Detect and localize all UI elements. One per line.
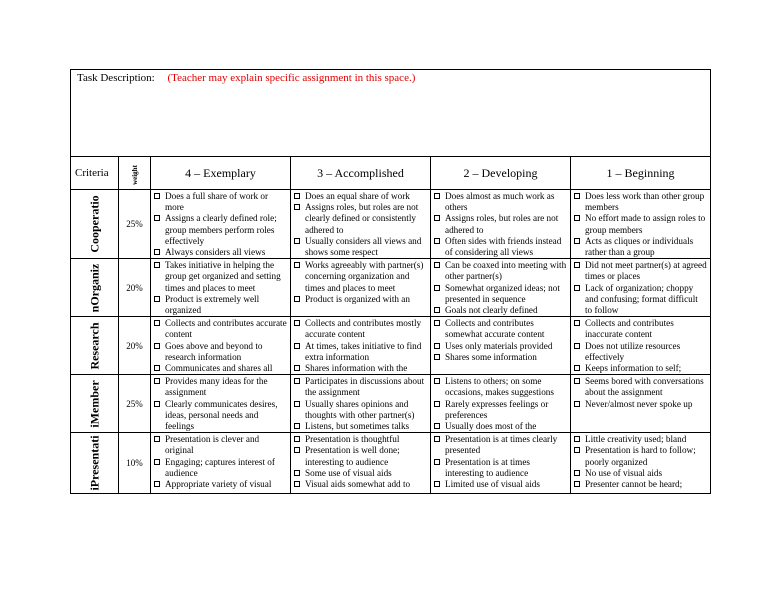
descriptor-item — [294, 468, 427, 479]
checkbox-icon[interactable] — [574, 285, 580, 291]
checkbox-icon[interactable] — [574, 481, 580, 487]
criterion-name: Cooperatio — [87, 195, 101, 253]
checkbox-icon[interactable] — [434, 262, 440, 268]
descriptor-list — [571, 317, 710, 375]
checkbox-icon[interactable] — [294, 401, 300, 407]
checkbox-icon[interactable] — [434, 238, 440, 244]
descriptor-item — [154, 191, 287, 213]
criterion-name: iMember — [87, 380, 101, 428]
descriptor-item — [574, 341, 707, 363]
descriptor-text: Collects and contributes inaccurate content — [585, 318, 674, 340]
descriptor-cell — [431, 259, 571, 317]
descriptor-item — [574, 260, 707, 282]
descriptor-text: Often sides with friends instead of considering all views — [445, 235, 562, 258]
descriptor-text: No use of visual aids — [585, 467, 663, 478]
descriptor-item — [294, 236, 427, 258]
descriptor-item — [574, 445, 707, 467]
descriptor-list — [151, 375, 290, 433]
criterion-weight: 25% — [119, 375, 151, 433]
checkbox-icon[interactable] — [154, 215, 160, 221]
descriptor-item — [434, 421, 567, 432]
checkbox-icon[interactable] — [294, 262, 300, 268]
descriptor-item — [434, 236, 567, 258]
checkbox-icon[interactable] — [294, 378, 300, 384]
descriptor-item — [154, 341, 287, 363]
descriptor-list — [431, 433, 570, 494]
descriptor-item — [154, 399, 287, 433]
checkbox-icon[interactable] — [154, 343, 160, 349]
descriptor-text: Product is extremely well organized — [165, 293, 260, 316]
descriptor-cell — [571, 433, 711, 494]
checkbox-icon[interactable] — [574, 215, 580, 221]
descriptor-text: Provides many ideas for the assignment — [165, 376, 268, 398]
descriptor-text: Keeps information to self; — [585, 363, 682, 374]
criterion-name: Research — [87, 322, 101, 370]
descriptor-text: Product is organized with an — [305, 293, 410, 304]
descriptor-text: Listens, but sometimes talks — [305, 421, 410, 432]
checkbox-icon[interactable] — [294, 296, 300, 302]
checkbox-icon[interactable] — [154, 249, 160, 255]
descriptor-text: Goes above and beyond to research information — [165, 340, 263, 362]
weight-header-label: weight — [130, 165, 139, 185]
descriptor-item — [434, 191, 567, 213]
criterion-row — [71, 259, 711, 317]
descriptor-text: Assigns roles, but roles are not clearly defined or consistently adhered to — [305, 202, 419, 235]
descriptor-cell — [151, 259, 291, 317]
descriptor-text: Appropriate variety of visual — [165, 479, 272, 490]
descriptor-cell — [291, 259, 431, 317]
criterion-row — [71, 375, 711, 433]
descriptor-cell — [571, 190, 711, 259]
checkbox-icon[interactable] — [434, 193, 440, 199]
descriptor-item — [294, 202, 427, 236]
descriptor-item — [434, 376, 567, 398]
level-header-1: 1 – Beginning — [571, 157, 711, 190]
descriptor-list — [291, 259, 430, 317]
descriptor-list — [151, 433, 290, 494]
checkbox-icon[interactable] — [154, 481, 160, 487]
descriptor-text: Does not utilize resources effectively — [585, 340, 681, 362]
task-description-note: (Teacher may explain specific assignment in this space.) — [167, 72, 416, 84]
checkbox-icon[interactable] — [574, 447, 580, 453]
checkbox-icon[interactable] — [574, 401, 580, 407]
descriptor-item — [294, 445, 427, 467]
descriptor-text: Engaging; captures interest of audience — [165, 456, 275, 478]
checkbox-icon[interactable] — [154, 365, 160, 371]
descriptor-item — [574, 376, 707, 398]
checkbox-icon[interactable] — [154, 401, 160, 407]
descriptor-list — [291, 433, 430, 494]
descriptor-item — [574, 434, 707, 445]
descriptor-item — [574, 236, 707, 258]
descriptor-cell — [291, 190, 431, 259]
descriptor-list — [431, 317, 570, 375]
descriptor-item — [434, 283, 567, 305]
descriptor-item — [154, 213, 287, 247]
descriptor-item — [434, 318, 567, 340]
checkbox-icon[interactable] — [154, 378, 160, 384]
criterion-weight: 10% — [119, 433, 151, 494]
checkbox-icon[interactable] — [434, 320, 440, 326]
descriptor-item — [154, 294, 287, 316]
task-description-cell — [71, 70, 711, 157]
level-header-4: 4 – Exemplary — [151, 157, 291, 190]
descriptor-item — [574, 283, 707, 317]
weight-header — [119, 157, 151, 190]
descriptor-text: Presenter cannot be heard; — [585, 479, 683, 490]
checkbox-icon[interactable] — [154, 262, 160, 268]
descriptor-item — [294, 479, 427, 490]
descriptor-text: Listens to others; on some occasions, makes suggestions — [445, 376, 554, 398]
descriptor-cell — [151, 190, 291, 259]
checkbox-icon[interactable] — [294, 365, 300, 371]
descriptor-item — [574, 191, 707, 213]
checkbox-icon[interactable] — [294, 343, 300, 349]
descriptor-text: Seems bored with conversations about the assignment — [585, 376, 704, 398]
descriptor-text: Assigns roles, but roles are not adhered to — [445, 213, 559, 235]
descriptor-item — [574, 213, 707, 235]
descriptor-cell — [431, 190, 571, 259]
descriptor-text: Does a full share of work or more — [165, 191, 269, 213]
descriptor-item — [294, 341, 427, 363]
descriptor-text: Never/almost never spoke up — [585, 398, 693, 409]
descriptor-text: Usually shares opinions and thoughts with other partner(s) — [305, 398, 415, 420]
checkbox-icon[interactable] — [434, 343, 440, 349]
checkbox-icon[interactable] — [154, 193, 160, 199]
descriptor-item — [434, 213, 567, 235]
descriptor-item — [154, 247, 287, 258]
level-header-3: 3 – Accomplished — [291, 157, 431, 190]
checkbox-icon[interactable] — [574, 343, 580, 349]
descriptor-item — [154, 260, 287, 294]
descriptor-item — [434, 399, 567, 421]
descriptor-list — [431, 259, 570, 317]
checkbox-icon[interactable] — [294, 204, 300, 210]
descriptor-cell — [571, 259, 711, 317]
descriptor-text: Lack of organization; choppy and confusing; format difficult to follow — [585, 282, 698, 316]
task-description-label: Task Description: — [77, 72, 155, 84]
descriptor-item — [434, 457, 567, 479]
descriptor-item — [154, 434, 287, 456]
descriptor-item — [434, 434, 567, 456]
descriptor-text: No effort made to assign roles to group members — [585, 213, 706, 235]
descriptor-cell — [291, 433, 431, 494]
descriptor-cell — [291, 375, 431, 433]
descriptor-text: Does almost as much work as others — [445, 191, 555, 213]
descriptor-item — [154, 479, 287, 490]
descriptor-text: Limited use of visual aids — [445, 479, 540, 490]
descriptor-cell — [431, 375, 571, 433]
checkbox-icon[interactable] — [434, 423, 440, 429]
descriptor-text: Shares some information — [445, 351, 537, 362]
descriptor-list — [151, 259, 290, 317]
descriptor-text: Presentation is hard to follow; poorly organized — [585, 445, 696, 467]
descriptor-text: Presentation is thoughtful — [305, 434, 400, 445]
checkbox-icon[interactable] — [574, 193, 580, 199]
checkbox-icon[interactable] — [434, 354, 440, 360]
descriptor-text: Communicates and shares all — [165, 363, 273, 374]
descriptor-item — [574, 318, 707, 340]
descriptor-cell — [151, 433, 291, 494]
descriptor-item — [574, 479, 707, 490]
checkbox-icon[interactable] — [434, 378, 440, 384]
level-header-2: 2 – Developing — [431, 157, 571, 190]
descriptor-list — [291, 190, 430, 259]
checkbox-icon[interactable] — [434, 307, 440, 313]
descriptor-text: Acts as cliques or individuals rather than a group — [585, 235, 694, 258]
descriptor-text: Assigns a clearly defined role; group members perform roles effectively — [165, 213, 277, 246]
criterion-row — [71, 317, 711, 375]
descriptor-text: Collects and contributes somewhat accurate content — [445, 318, 545, 340]
checkbox-icon[interactable] — [294, 470, 300, 476]
descriptor-text: Somewhat organized ideas; not presented in sequence — [445, 282, 560, 304]
descriptor-item — [294, 191, 427, 202]
checkbox-icon[interactable] — [434, 401, 440, 407]
checkbox-icon[interactable] — [294, 423, 300, 429]
checkbox-icon[interactable] — [294, 193, 300, 199]
descriptor-item — [154, 318, 287, 340]
descriptor-item — [294, 399, 427, 421]
checkbox-icon[interactable] — [294, 436, 300, 442]
descriptor-text: Collects and contributes accurate content — [165, 318, 287, 340]
criterion-row — [71, 433, 711, 494]
checkbox-icon[interactable] — [574, 320, 580, 326]
descriptor-text: Clearly communicates desires, ideas, personal needs and feelings — [165, 398, 278, 432]
descriptor-item — [154, 363, 287, 374]
checkbox-icon[interactable] — [434, 481, 440, 487]
descriptor-list — [571, 190, 710, 259]
criterion-row — [71, 190, 711, 259]
criterion-weight: 20% — [119, 317, 151, 375]
descriptor-text: Does an equal share of work — [305, 191, 410, 201]
checkbox-icon[interactable] — [154, 296, 160, 302]
descriptor-item — [574, 399, 707, 410]
descriptor-list — [151, 190, 290, 259]
checkbox-icon[interactable] — [574, 378, 580, 384]
checkbox-icon[interactable] — [574, 238, 580, 244]
descriptor-item — [294, 318, 427, 340]
descriptor-cell — [431, 317, 571, 375]
descriptor-cell — [151, 375, 291, 433]
descriptor-item — [294, 363, 427, 374]
descriptor-list — [431, 375, 570, 433]
checkbox-icon[interactable] — [154, 436, 160, 442]
criterion-name-cell — [71, 317, 119, 375]
descriptor-cell — [571, 375, 711, 433]
criterion-weight: 25% — [119, 190, 151, 259]
descriptor-text: Shares information with the — [305, 363, 408, 374]
checkbox-icon[interactable] — [434, 459, 440, 465]
checkbox-icon[interactable] — [294, 238, 300, 244]
rubric-table — [70, 69, 711, 494]
descriptor-text: Participates in discussions about the assignment — [305, 376, 425, 398]
checkbox-icon[interactable] — [434, 285, 440, 291]
descriptor-list — [571, 259, 710, 317]
criterion-name-cell — [71, 433, 119, 494]
checkbox-icon[interactable] — [154, 459, 160, 465]
descriptor-text: Collects and contributes mostly accurate content — [305, 318, 422, 340]
descriptor-text: Presentation is clever and original — [165, 434, 260, 456]
descriptor-item — [294, 294, 427, 305]
descriptor-text: At times, takes initiative to find extra information — [305, 340, 422, 362]
criterion-name: nOrganiz — [87, 263, 101, 313]
checkbox-icon[interactable] — [574, 436, 580, 442]
descriptor-text: Little creativity used; bland — [585, 434, 687, 445]
descriptor-text: Some use of visual aids — [305, 467, 392, 478]
header-row — [71, 157, 711, 190]
descriptor-item — [154, 457, 287, 479]
descriptor-cell — [291, 317, 431, 375]
criterion-name: iPresentati — [87, 435, 101, 491]
checkbox-icon[interactable] — [294, 447, 300, 453]
checkbox-icon[interactable] — [434, 436, 440, 442]
checkbox-icon[interactable] — [434, 215, 440, 221]
descriptor-list — [291, 375, 430, 433]
descriptor-text: Presentation is at times clearly presented — [445, 434, 558, 456]
descriptor-item — [574, 468, 707, 479]
descriptor-list — [291, 317, 430, 375]
descriptor-text: Works agreeably with partner(s) concerning organization and times and places to meet — [305, 260, 424, 293]
descriptor-text: Did not meet partner(s) at agreed times or places — [585, 260, 707, 282]
descriptor-text: Presentation is well done; interesting to audience — [305, 445, 400, 467]
descriptor-text: Usually considers all views and shows some respect — [305, 235, 422, 258]
descriptor-list — [571, 375, 710, 433]
criteria-header: Criteria — [71, 157, 119, 190]
checkbox-icon[interactable] — [294, 320, 300, 326]
descriptor-item — [434, 479, 567, 490]
checkbox-icon[interactable] — [574, 365, 580, 371]
criterion-name-cell — [71, 375, 119, 433]
descriptor-list — [571, 433, 710, 494]
descriptor-cell — [431, 433, 571, 494]
descriptor-item — [574, 363, 707, 374]
descriptor-text: Rarely expresses feelings or preferences — [445, 398, 549, 420]
descriptor-text: Always considers all views — [165, 247, 266, 258]
descriptor-text: Visual aids somewhat add to — [305, 479, 411, 490]
descriptor-text: Presentation is at times interesting to audience — [445, 456, 530, 478]
descriptor-cell — [571, 317, 711, 375]
checkbox-icon[interactable] — [574, 470, 580, 476]
checkbox-icon[interactable] — [154, 320, 160, 326]
criterion-name-cell — [71, 259, 119, 317]
descriptor-item — [294, 421, 427, 432]
descriptor-item — [434, 260, 567, 282]
descriptor-text: Takes initiative in helping the group get organized and setting times and places to meet — [165, 260, 281, 293]
descriptor-text: Does less work than other group members — [585, 191, 705, 213]
descriptor-item — [434, 341, 567, 352]
descriptor-item — [434, 352, 567, 363]
checkbox-icon[interactable] — [574, 262, 580, 268]
descriptor-item — [294, 260, 427, 294]
descriptor-item — [154, 376, 287, 398]
descriptor-list — [151, 317, 290, 375]
descriptor-text: Uses only materials provided — [445, 340, 553, 351]
criterion-name-cell — [71, 190, 119, 259]
descriptor-text: Goals not clearly defined — [445, 305, 538, 316]
descriptor-text: Can be coaxed into meeting with other partner(s) — [445, 260, 567, 282]
criterion-weight: 20% — [119, 259, 151, 317]
descriptor-text: Usually does most of the — [445, 421, 537, 432]
descriptor-list — [431, 190, 570, 259]
descriptor-item — [434, 305, 567, 316]
descriptor-item — [294, 434, 427, 445]
checkbox-icon[interactable] — [294, 481, 300, 487]
descriptor-item — [294, 376, 427, 398]
descriptor-cell — [151, 317, 291, 375]
